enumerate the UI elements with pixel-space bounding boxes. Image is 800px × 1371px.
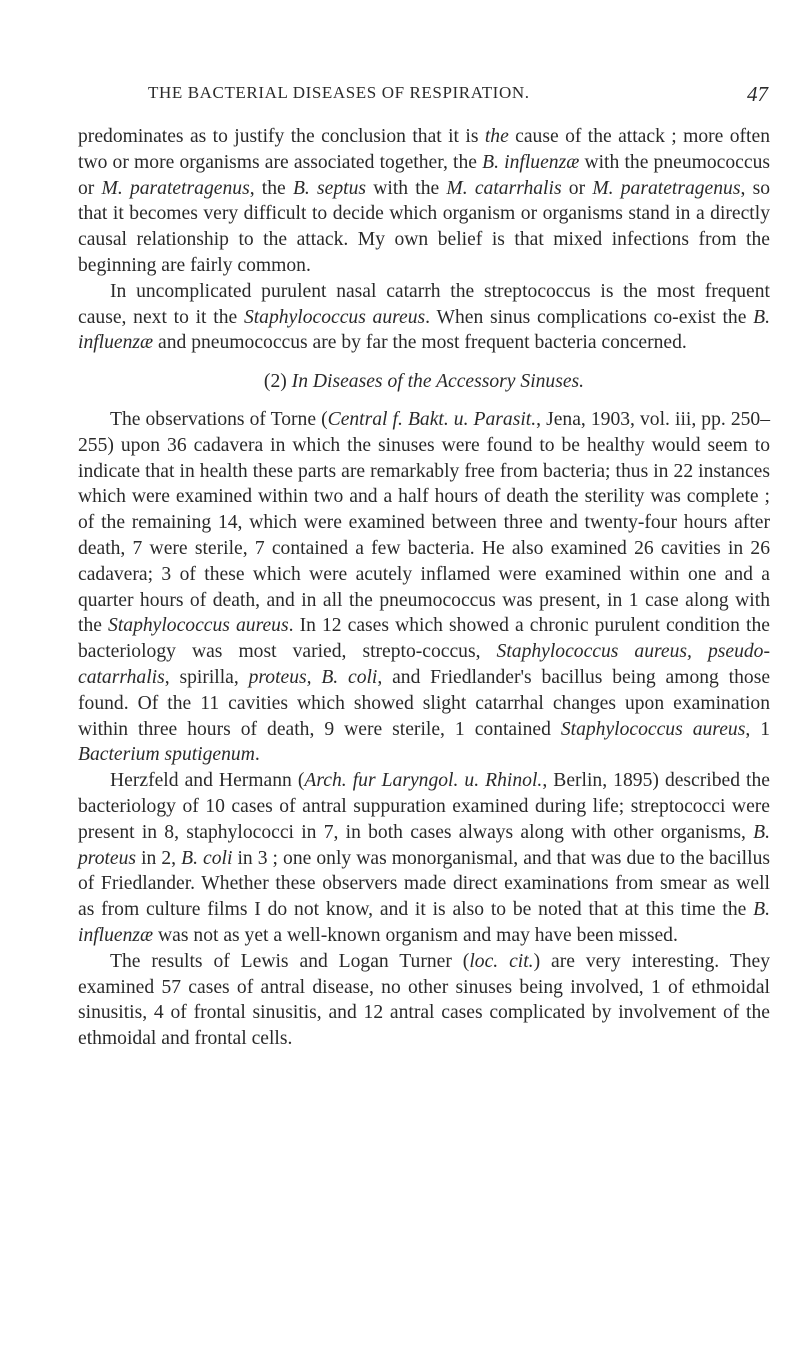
- paragraph-herzfeld-hermann: [78, 768, 770, 949]
- italic-text-run: loc. cit.: [469, 950, 534, 972]
- text-run: (2): [263, 371, 292, 393]
- italic-text-run: In Diseases of the Accessory Sinuses.: [291, 371, 585, 393]
- text-run: with the: [366, 177, 447, 199]
- text-run: In uncomplicated purulent nasal catarrh the streptococcus is the most frequent cause, next to it the: [78, 280, 770, 328]
- italic-text-run: B. influenzæ: [482, 151, 580, 173]
- text-run: . When sinus complications co-exist the: [425, 306, 754, 328]
- text-run: , Berlin, 1895) described the bacteriology of 10 cases of antral suppuration examined during life; streptococci were present in 8, staphylococci in 7, in both cases always along with other organisms,: [78, 770, 770, 843]
- paragraph-continuation: [78, 124, 770, 279]
- text-run: , so that it becomes very difficult to decide which organism or organisms stand in a directly causal relationship to the attack. My own belief is that mixed infections from the beginning are fairly common.: [78, 177, 771, 276]
- text-run: predominates as to justify the conclusion that it is: [78, 126, 485, 147]
- text-run: in 3 ; one only was monorganismal, and that was due to the bacillus of Friedlander. Whether these observers made direct examinations from smear as well as from culture films I do not know, and it is also to be noted that at this time the: [78, 847, 770, 921]
- italic-text-run: B. coli: [181, 847, 233, 869]
- text-run: , Jena, 1903, vol. iii, pp. 250–255) upon 36 cadavera in which the sinuses were found to be healthy would seem to indicate that in health these parts are remarkably free from bacteria; thus in 22 instances which were examined within two and a half hours of death the sterility was complete ; of the remaining 14, which were examined between three and twenty-four hours after death, 7 were sterile, 7 contained a few bacteria. He also examined 26 cavities in 26 cadavera; 3 of these which were acutely inflamed were examined within one and a quarter hours of death, and in all the pneumococcus was present, in 1 case along with the: [78, 408, 771, 637]
- italic-text-run: Staphylococcus aureus, pseudo-catarrhalis: [78, 641, 770, 688]
- paragraph-lewis-turner: [78, 949, 770, 1052]
- text-run: or: [561, 177, 593, 199]
- italic-text-run: Staphylococcus aureus: [243, 306, 426, 328]
- running-head-title: THE BACTERIAL DISEASES OF RESPIRATION.: [148, 83, 530, 102]
- text-run: cause of the attack ; more often two or more organisms are associated together, the: [78, 126, 770, 173]
- italic-text-run: M. catarrhalis: [446, 177, 562, 199]
- text-run: , the: [249, 177, 293, 199]
- italic-text-run: Central f. Bakt. u. Parasit.: [327, 408, 537, 430]
- text-run: Herzfeld and Hermann (: [110, 770, 305, 792]
- italic-text-run: Bacterium sputigenum: [78, 744, 255, 766]
- italic-text-run: B. influenzæ: [78, 306, 771, 354]
- italic-text-run: Staphylococcus aureus: [560, 718, 746, 740]
- italic-text-run: the: [484, 126, 509, 147]
- italic-text-run: proteus, B. coli: [248, 666, 378, 688]
- page-number: 47: [747, 82, 768, 106]
- text-run: was not as yet a well-known organism and may have been missed.: [153, 924, 678, 946]
- text-run: The observations of Torne (: [110, 408, 328, 430]
- text-run: , and Friedlander's bacillus being among those found. Of the 11 cavities which showed slight catarrhal changes upon examination within three hours of death, 9 were sterile, 1 contained: [78, 666, 771, 740]
- italic-text-run: B. proteus: [78, 821, 770, 869]
- italic-text-run: M. paratetragenus: [592, 177, 741, 199]
- paragraph-uncomplicated-catarrh: [78, 279, 770, 356]
- text-run: .: [254, 744, 260, 766]
- italic-text-run: B. septus: [292, 177, 367, 199]
- text-run: and pneumococcus are by far the most frequent bacteria concerned.: [153, 332, 687, 354]
- paragraph-torne-observations: [78, 407, 770, 768]
- text-run: , 1: [745, 718, 771, 740]
- italic-text-run: Arch. fur Laryngol. u. Rhinol.: [304, 770, 543, 792]
- text-run: ) are very interesting. They examined 57 cases of antral disease, no other sinuses being involved, 1 of ethmoidal sinusitis, 4 of frontal sinusitis, and 12 antral cases complicated by involvement of the ethmoidal and frontal cells.: [78, 950, 770, 1050]
- section-heading-accessory-sinuses: [78, 369, 770, 395]
- italic-text-run: Staphylococcus aureus: [108, 615, 289, 637]
- italic-text-run: M. paratetragenus: [101, 177, 250, 199]
- italic-text-run: B. influenzæ: [78, 899, 770, 946]
- text-run: , spirilla,: [164, 666, 249, 688]
- body-text: [78, 124, 770, 1052]
- text-run: The results of Lewis and Logan Turner (: [110, 950, 470, 972]
- running-header: [148, 83, 768, 113]
- text-run: in 2,: [136, 847, 182, 869]
- text-run: with the pneumococcus or: [78, 151, 770, 199]
- text-run: . In 12 cases which showed a chronic purulent condition the bacteriology was most varied, strepto-coccus,: [78, 615, 770, 663]
